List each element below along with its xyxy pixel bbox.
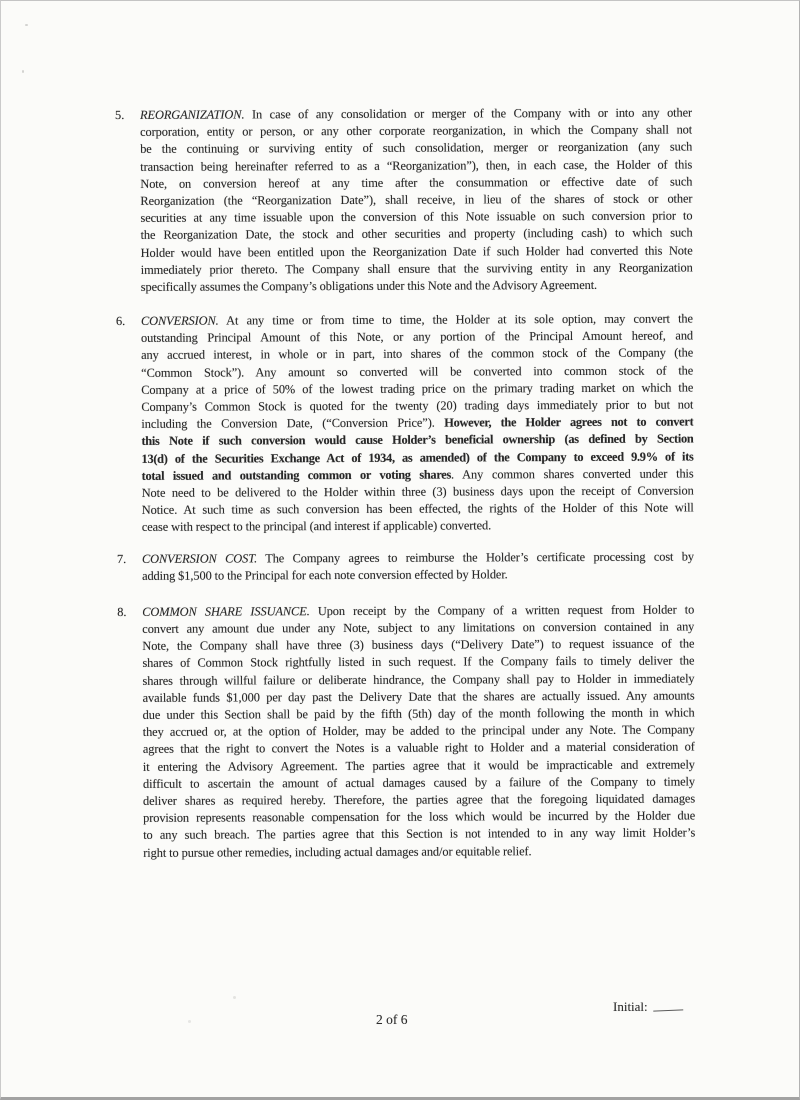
text-line [141,362,693,382]
text-segment: the Reorganization Date, the stock and other securities and property (including cash) to which such [140,225,693,243]
section-lines [140,104,693,295]
initial-line [613,998,683,1015]
text-segment: including the Conversion Date, (“Conversion Price”). [141,415,445,432]
text-segment: Upon receipt by the Company of a written request from Holder to [309,602,695,619]
bold-text-segment: total issued and outstanding common or voting shares [141,467,452,483]
text-segment: adding $1,500 to the Principal for each note conversion effected by Holder. [142,566,508,583]
text-segment: Company’s Common Stock is quoted for the twenty (20) trading days immediately prior to but not [141,397,694,414]
text-line [143,756,695,776]
text-segment: provision represents reasonable compensation for the loss which would be incurred by the Holder due [143,808,696,826]
initial-label: Initial: [613,999,648,1014]
text-line [141,225,693,245]
scan-speckle [188,1020,191,1023]
text-segment: to any such breach. The parties agree that this Section is not intended to in any way limit Holder’s [143,825,696,843]
text-segment: . Any common shares converted under this [450,466,694,482]
text-segment: In case of any consolidation or merger of the Company with or into any other [244,105,693,122]
bold-text-segment: this Note if such conversion would cause Holder’s beneficial ownership (as defined by Section [141,431,694,449]
text-segment: right to pursue other remedies, including actual damages and/or equitable relief. [143,843,532,860]
scan-speckle [233,996,236,999]
section-number: 6. [115,314,126,329]
text-segment: shares through willful failure or deliberate hindrance, the Company shall pay to Holder in immediately [142,671,695,688]
text-line [141,345,693,365]
text-segment: shares of Common Stock rightfully listed in such request. If the Company fails to timely deliver the [142,653,695,671]
text-segment: Notice. At such time as such conversion has been effected, the rights of the Holder of this Note will [141,500,694,518]
text-segment: Holder would have been entitled upon the Reorganization Date if such Holder had converted this Note [140,242,693,260]
text-line [143,739,695,759]
text-line [142,670,694,690]
document-section [115,104,693,296]
text-segment: available funds $1,000 per day past the Delivery Date that the shares are actually issued. Any amounts [142,688,695,705]
scan-speckle [22,70,24,73]
text-line [141,431,693,451]
text-segment: agrees that the right to convert the Notes is a valuable right to Holder and a material consideration of [142,739,695,757]
text-segment: Note, on conversion hereof at any time after the consummation or effective date of such [140,174,693,191]
page-number: 2 of 6 [376,1012,408,1027]
initial-blank-line [652,997,683,1011]
text-segment: specifically assumes the Company’s obligations under this Note and the Advisory Agreement. [140,277,598,294]
text-segment: securities at any time issuable upon the conversion of this Note issuable on such conversion prior to [140,208,693,226]
section-heading: CONVERSION. [140,313,219,328]
bold-text-segment: 13(d) of the Securities Exchange Act of 1934, as amended) of the Company to exceed 9.9% of its [141,449,694,466]
text-segment: “Common Stock”). Any amount so converted will be converted into common stock of the [141,363,694,380]
text-line [142,517,694,537]
document-body [115,104,695,861]
text-line [142,548,694,568]
text-segment: they accrued or, at the option of Holder, may be added to the principal under any Note. The Company [142,722,695,740]
text-segment: it entering the Advisory Agreement. The parties agree that it would be impracticable and extremely [142,757,695,774]
text-line [141,242,693,262]
text-segment: Note, the Company shall have three (3) business days (“Delivery Date”) to request issuance of the [142,636,695,654]
document-section [116,311,694,537]
text-segment: transaction being hereinafter referred to as a “Reorganization”), then, in each case, the Holder of this [140,157,693,174]
text-segment: outstanding Principal Amount of this Note, or any portion of the Principal Amount hereof, and [140,328,694,346]
section-lines [142,548,694,585]
section-number: 7. [116,551,127,566]
bold-text-segment: However, the Holder agrees not to convert [444,414,694,430]
text-segment: any accrued interest, in whole or in part, into shares of the common stock of the Company (the [141,345,694,363]
text-segment: immediately prior thereto. The Company shall ensure that the surviving entity in any Reorganization [140,260,693,277]
section-number: 8. [117,604,127,619]
text-line [141,259,693,279]
text-segment: deliver shares as required hereby. Therefore, the parties agree that the foregoing liquidated damages [142,791,696,808]
text-line [141,276,693,296]
text-segment: The Company agrees to reimburse the Holder’s certificate processing cost by [257,548,694,565]
document-section [117,601,695,861]
text-line [141,448,693,468]
document-section [117,548,694,585]
text-line [142,653,694,673]
text-segment: At any time or from time to time, the Holder at its sole option, may convert the [218,311,693,328]
text-segment: due under this Section shall be paid by the fifth (5th) day of the month following the month in which [142,705,695,722]
section-heading: COMMON SHARE ISSUANCE. [142,604,310,619]
text-segment: Reorganization (the “Reorganization Date”), shall receive, in lieu of the shares of stock or other [140,191,693,208]
section-number: 5. [115,107,125,122]
section-lines [141,311,694,537]
text-line [140,139,692,159]
section-lines [142,601,695,861]
text-segment: convert any amount due under any Note, subject to any limitations on conversion contained in any [142,619,695,636]
text-segment: cease with respect to the principal (and interest if applicable) converted. [141,518,492,535]
section-heading: REORGANIZATION. [140,107,245,122]
text-segment: corporation, entity or person, or any other corporate reorganization, in which the Company shall not [140,122,693,140]
section-heading: CONVERSION COST. [141,550,258,566]
text-segment: difficult to ascertain the amount of actual damages caused by a failure of the Company to timely [142,774,695,791]
text-segment: be the continuing or surviving entity of such consolidation, merger or reorganization (any such [140,139,693,157]
text-segment: Company at a price of 50% of the lowest trading price on the primary trading market on which the [141,380,694,397]
text-line [142,565,694,585]
text-segment: Note need to be delivered to the Holder within three (3) business days upon the receipt of Conversion [141,483,694,500]
text-line [142,500,694,520]
scan-speckle [25,24,28,26]
text-line [143,825,695,845]
text-line [140,156,692,176]
text-line [143,842,695,862]
